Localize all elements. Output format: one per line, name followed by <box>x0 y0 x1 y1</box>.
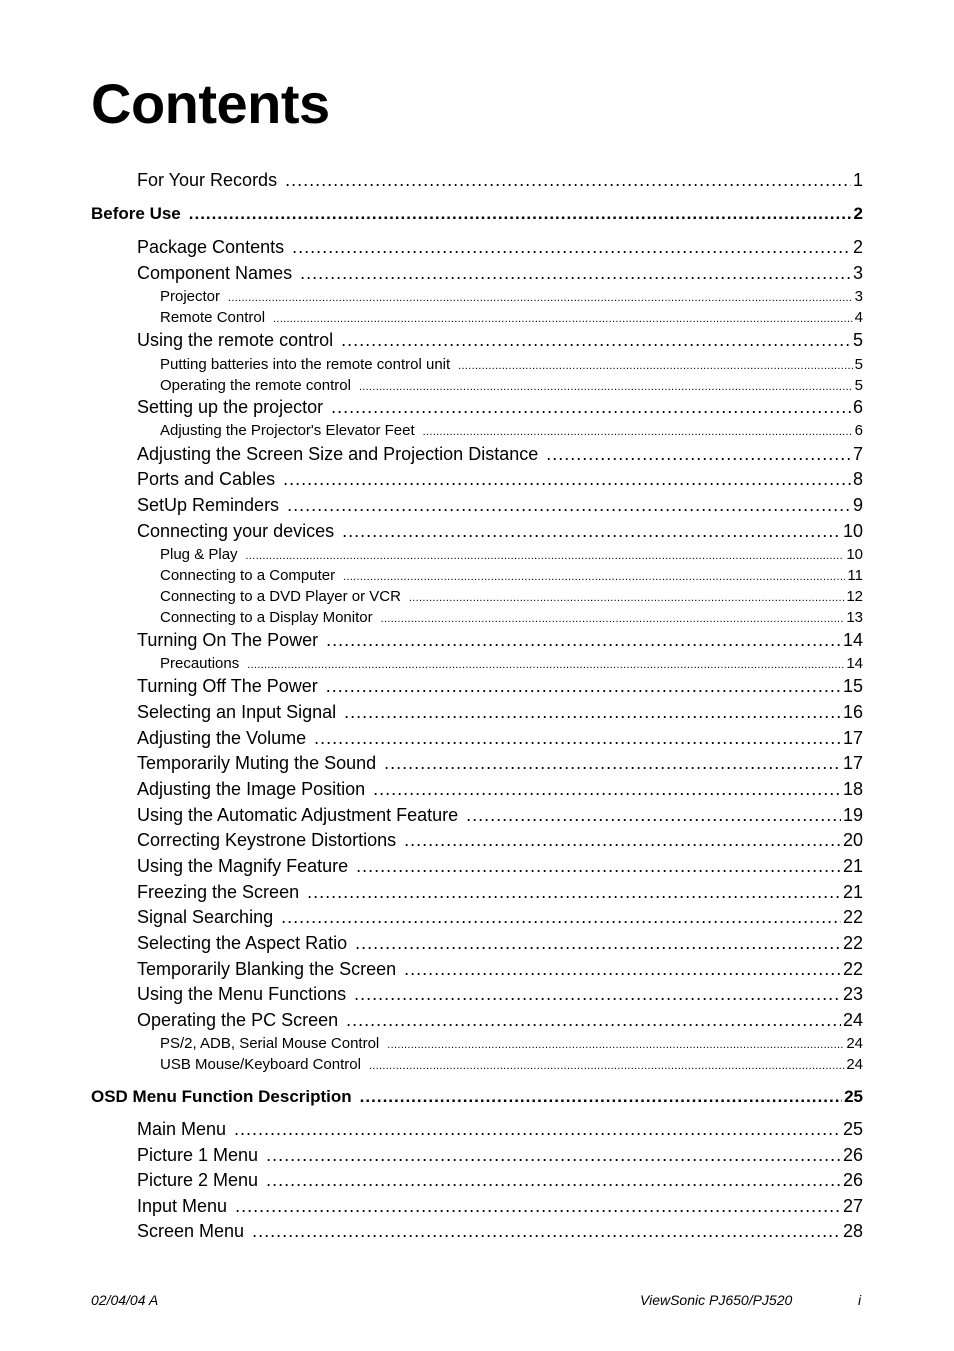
toc-entry-page-number: 7 <box>852 444 863 464</box>
toc-entry-label: Picture 2 Menu <box>137 1170 259 1190</box>
toc-entry-label: For Your Records <box>137 170 278 190</box>
dot-leader <box>458 360 852 372</box>
toc-entry[interactable] <box>137 1221 863 1242</box>
dot-leader <box>342 521 841 542</box>
toc-entry-label: Adjusting the Volume <box>137 728 307 748</box>
dot-leader <box>359 381 853 393</box>
toc-entry[interactable] <box>137 397 863 418</box>
toc-entry-page-number: 5 <box>854 356 863 373</box>
dot-leader <box>246 550 845 562</box>
toc-subentry[interactable] <box>160 567 863 584</box>
dot-leader <box>404 959 841 980</box>
toc-section-entry[interactable] <box>91 204 863 224</box>
toc-subentry[interactable] <box>160 1035 863 1052</box>
toc-entry-page-number: 27 <box>842 1196 863 1216</box>
toc-entry[interactable] <box>137 330 863 351</box>
toc-entry[interactable] <box>137 1119 863 1140</box>
dot-leader <box>387 1039 844 1051</box>
footer-date: 02/04/04 A <box>91 1292 159 1308</box>
toc-entry-page-number: 24 <box>846 1035 863 1052</box>
toc-entry-label: Connecting to a Display Monitor <box>160 609 373 626</box>
dot-leader <box>300 263 851 284</box>
dot-leader <box>287 495 851 516</box>
toc-entry[interactable] <box>137 702 863 723</box>
toc-entry-label: Turning On The Power <box>137 630 319 650</box>
dot-leader <box>331 397 851 418</box>
toc-entry-page-number: 26 <box>842 1145 863 1165</box>
dot-leader <box>228 292 853 304</box>
dot-leader <box>234 1119 841 1140</box>
toc-entry-label: Putting batteries into the remote control unit <box>160 356 451 373</box>
toc-entry-label: Using the Menu Functions <box>137 984 347 1004</box>
toc-entry-page-number: 28 <box>842 1221 863 1241</box>
toc-entry[interactable] <box>137 830 863 851</box>
dot-leader <box>235 1196 841 1217</box>
toc-entry[interactable] <box>137 469 863 490</box>
toc-entry-label: Connecting to a DVD Player or VCR <box>160 588 401 605</box>
dot-leader <box>189 204 852 224</box>
toc-entry[interactable] <box>137 170 863 191</box>
toc-entry[interactable] <box>137 753 863 774</box>
toc-entry-page-number: 17 <box>842 753 863 773</box>
toc-entry-label: Plug & Play <box>160 546 238 563</box>
toc-entry[interactable] <box>137 907 863 928</box>
toc-entry[interactable] <box>137 237 863 258</box>
toc-subentry[interactable] <box>160 588 863 605</box>
dot-leader <box>283 469 851 490</box>
toc-entry-page-number: 13 <box>846 609 863 626</box>
dot-leader <box>266 1145 841 1166</box>
toc-entry-label: Screen Menu <box>137 1221 245 1241</box>
toc-entry-page-number: 21 <box>842 882 863 902</box>
dot-leader <box>404 830 841 851</box>
toc-entry-page-number: 14 <box>846 655 863 672</box>
toc-entry-label: Operating the PC Screen <box>137 1010 339 1030</box>
toc-entry[interactable] <box>137 1145 863 1166</box>
toc-entry-page-number: 1 <box>852 170 863 190</box>
toc-entry-label: Setting up the projector <box>137 397 324 417</box>
toc-entry[interactable] <box>137 1010 863 1031</box>
toc-entry-label: Package Contents <box>137 237 285 257</box>
toc-entry-page-number: 22 <box>842 933 863 953</box>
toc-entry-page-number: 15 <box>842 676 863 696</box>
toc-entry-page-number: 25 <box>842 1119 863 1139</box>
toc-entry-label: Selecting the Aspect Ratio <box>137 933 348 953</box>
toc-entry-label: USB Mouse/Keyboard Control <box>160 1056 361 1073</box>
dot-leader <box>252 1221 841 1242</box>
toc-entry-label: Using the Magnify Feature <box>137 856 349 876</box>
toc-entry[interactable] <box>137 959 863 980</box>
toc-entry-label: Picture 1 Menu <box>137 1145 259 1165</box>
toc-entry-label: Component Names <box>137 263 293 283</box>
toc-entry-label: Ports and Cables <box>137 469 276 489</box>
dot-leader <box>326 676 841 697</box>
toc-entry-label: Signal Searching <box>137 907 274 927</box>
dot-leader <box>273 313 853 325</box>
toc-entry-page-number: 14 <box>842 630 863 650</box>
toc-entry[interactable] <box>137 676 863 697</box>
dot-leader <box>384 753 841 774</box>
toc-entry-label: Using the remote control <box>137 330 334 350</box>
dot-leader <box>409 592 844 604</box>
toc-entry[interactable] <box>137 444 863 465</box>
dot-leader <box>423 426 853 438</box>
dot-leader <box>343 571 845 583</box>
toc-subentry[interactable] <box>160 356 863 373</box>
toc-entry-label: Before Use <box>91 204 181 223</box>
toc-entry-label: Input Menu <box>137 1196 228 1216</box>
toc-entry-page-number: 9 <box>852 495 863 515</box>
toc-entry[interactable] <box>137 984 863 1005</box>
toc-entry-page-number: 23 <box>842 984 863 1004</box>
footer-page-number: i <box>858 1292 862 1308</box>
toc-entry-page-number: 26 <box>842 1170 863 1190</box>
toc-entry-page-number: 24 <box>842 1010 863 1030</box>
toc-entry[interactable] <box>137 728 863 749</box>
toc-entry-page-number: 10 <box>846 546 863 563</box>
toc-entry-label: Precautions <box>160 655 240 672</box>
toc-entry-page-number: 24 <box>846 1056 863 1073</box>
toc-entry-label: Freezing the Screen <box>137 882 300 902</box>
toc-entry-label: Using the Automatic Adjustment Feature <box>137 805 459 825</box>
toc-entry-label: Adjusting the Image Position <box>137 779 366 799</box>
dot-leader <box>369 1060 844 1072</box>
toc-entry[interactable] <box>137 882 863 903</box>
toc-entry-label: Remote Control <box>160 309 266 326</box>
toc-entry-page-number: 6 <box>852 397 863 417</box>
dot-leader <box>546 444 851 465</box>
toc-entry-page-number: 8 <box>852 469 863 489</box>
toc-entry-page-number: 2 <box>852 237 863 257</box>
toc-entry-page-number: 5 <box>852 330 863 350</box>
toc-entry-page-number: 18 <box>842 779 863 799</box>
toc-entry-page-number: 2 <box>853 204 863 223</box>
toc-entry[interactable] <box>137 630 863 651</box>
toc-entry-page-number: 19 <box>842 805 863 825</box>
toc-entry-label: Projector <box>160 288 221 305</box>
dot-leader <box>247 659 844 671</box>
toc-entry-page-number: 11 <box>847 567 863 584</box>
toc-entry-label: Turning Off The Power <box>137 676 318 696</box>
toc-entry-page-number: 21 <box>842 856 863 876</box>
toc-entry-label: Main Menu <box>137 1119 227 1139</box>
toc-subentry[interactable] <box>160 1056 863 1073</box>
toc-entry[interactable] <box>137 1196 863 1217</box>
toc-entry[interactable] <box>137 933 863 954</box>
dot-leader <box>292 237 851 258</box>
dot-leader <box>307 882 841 903</box>
dot-leader <box>346 1010 841 1031</box>
dot-leader <box>314 728 841 749</box>
toc-entry-label: Temporarily Muting the Sound <box>137 753 377 773</box>
dot-leader <box>285 170 851 191</box>
toc-subentry[interactable] <box>160 309 863 326</box>
toc-entry-page-number: 3 <box>854 288 863 305</box>
toc-subentry[interactable] <box>160 609 863 626</box>
dot-leader <box>281 907 841 928</box>
dot-leader <box>344 702 841 723</box>
toc-entry-label: Adjusting the Screen Size and Projection Distance <box>137 444 539 464</box>
toc-entry-label: OSD Menu Function Description <box>91 1087 352 1106</box>
dot-leader <box>466 805 841 826</box>
toc-entry-page-number: 12 <box>846 588 863 605</box>
toc-entry-page-number: 25 <box>844 1087 863 1106</box>
toc-entry-page-number: 6 <box>854 422 863 439</box>
toc-entry[interactable] <box>137 263 863 284</box>
page-title: Contents <box>91 72 330 135</box>
toc-entry-page-number: 17 <box>842 728 863 748</box>
toc-entry-label: Selecting an Input Signal <box>137 702 337 722</box>
toc-entry-label: Operating the remote control <box>160 377 351 394</box>
toc-entry-page-number: 3 <box>852 263 863 283</box>
dot-leader <box>373 779 841 800</box>
toc-entry-page-number: 5 <box>854 377 863 394</box>
toc-entry[interactable] <box>137 1170 863 1191</box>
toc-entry[interactable] <box>137 521 863 542</box>
toc-section-entry[interactable] <box>91 1087 863 1107</box>
toc-entry-label: Connecting to a Computer <box>160 567 336 584</box>
toc-entry-label: Adjusting the Projector's Elevator Feet <box>160 422 415 439</box>
footer-product: ViewSonic PJ650/PJ520 <box>640 1292 793 1308</box>
toc-entry[interactable] <box>137 856 863 877</box>
toc-entry-page-number: 22 <box>842 959 863 979</box>
toc-entry[interactable] <box>137 779 863 800</box>
toc-entry-label: Temporarily Blanking the Screen <box>137 959 397 979</box>
dot-leader <box>356 856 841 877</box>
toc-entry-page-number: 22 <box>842 907 863 927</box>
toc-entry[interactable] <box>137 495 863 516</box>
toc-subentry[interactable] <box>160 377 863 394</box>
dot-leader <box>360 1087 842 1107</box>
dot-leader <box>381 613 845 625</box>
toc-entry-label: SetUp Reminders <box>137 495 280 515</box>
toc-entry-page-number: 20 <box>842 830 863 850</box>
dot-leader <box>266 1170 841 1191</box>
toc-subentry[interactable] <box>160 546 863 563</box>
toc-entry-page-number: 10 <box>842 521 863 541</box>
toc-entry-page-number: 4 <box>854 309 863 326</box>
toc-entry-page-number: 16 <box>842 702 863 722</box>
dot-leader <box>354 984 841 1005</box>
dot-leader <box>341 330 851 351</box>
toc-subentry[interactable] <box>160 288 863 305</box>
dot-leader <box>355 933 841 954</box>
toc-entry-label: PS/2, ADB, Serial Mouse Control <box>160 1035 380 1052</box>
toc-subentry[interactable] <box>160 655 863 672</box>
toc-entry-label: Correcting Keystrone Distortions <box>137 830 397 850</box>
dot-leader <box>326 630 841 651</box>
toc-entry[interactable] <box>137 805 863 826</box>
toc-entry-label: Connecting your devices <box>137 521 335 541</box>
toc-subentry[interactable] <box>160 422 863 439</box>
